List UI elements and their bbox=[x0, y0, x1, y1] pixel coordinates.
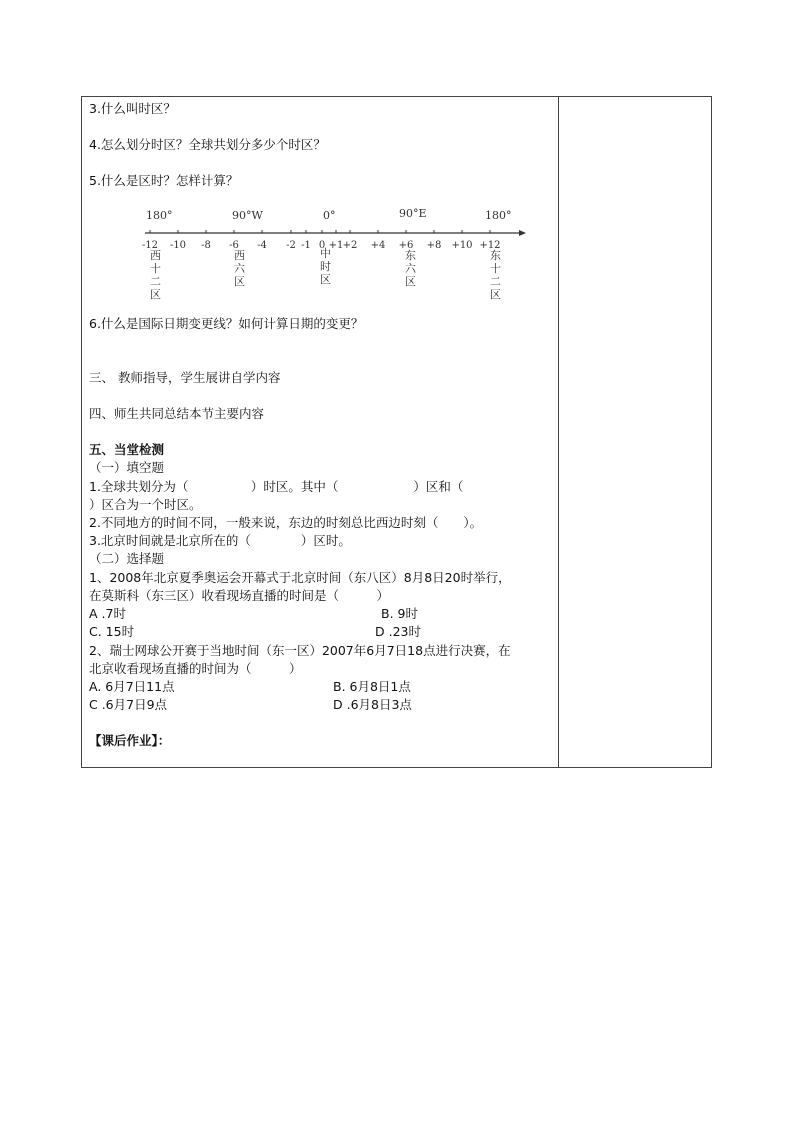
svg-text:区: 区 bbox=[320, 273, 331, 286]
tick-label: -12 bbox=[141, 240, 159, 251]
label-90e: 90°E bbox=[399, 207, 427, 220]
axis-arrow bbox=[519, 230, 526, 236]
section-3: 三、 教师指导，学生展讲自学内容 bbox=[89, 370, 281, 385]
label-0: 0° bbox=[323, 209, 336, 222]
content-column bbox=[89, 97, 551, 767]
zone-west-six bbox=[234, 249, 246, 288]
choice-q2-option-d: D .6月8日3点 bbox=[333, 697, 412, 712]
fill-in-q1-line1: 1.全球共划分为（ ）时区。其中（ ）区和（ bbox=[89, 479, 464, 494]
choice-q2-option-b: B. 6月8日1点 bbox=[333, 679, 411, 694]
tick-label: -2 bbox=[286, 240, 296, 251]
zone-east-six bbox=[405, 249, 417, 288]
choice-q1-option-b: B. 9时 bbox=[381, 606, 418, 621]
tick-label: +6 bbox=[398, 240, 414, 251]
svg-text:六: 六 bbox=[234, 262, 245, 275]
zone-west-twelve bbox=[150, 249, 161, 301]
tick-label: -10 bbox=[169, 240, 187, 251]
worksheet-table bbox=[81, 96, 712, 768]
label-180-east: 180° bbox=[485, 209, 512, 222]
svg-text:区: 区 bbox=[490, 288, 501, 301]
tick-label: +10 bbox=[451, 240, 473, 251]
section-5: 五、当堂检测 bbox=[89, 442, 165, 457]
label-180-west: 180° bbox=[146, 209, 173, 222]
zone-east-twelve bbox=[490, 249, 501, 301]
tick-label: -4 bbox=[257, 240, 267, 251]
notes-column bbox=[559, 97, 711, 767]
choice-q1-line1: 1、2008年北京夏季奥运会开幕式于北京时间（东八区）8月8日20时举行， bbox=[89, 570, 511, 585]
tick-label: -1 bbox=[301, 240, 311, 251]
question-6: 6.什么是国际日期变更线？如何计算日期的变更？ bbox=[89, 316, 364, 331]
svg-text:时: 时 bbox=[320, 260, 331, 273]
svg-text:中: 中 bbox=[320, 247, 331, 260]
tick-label: -8 bbox=[201, 240, 211, 251]
fill-in-q2: 2.不同地方的时间不同，一般来说，东边的时刻总比西边时刻（ ）。 bbox=[89, 515, 483, 530]
svg-text:二: 二 bbox=[150, 275, 161, 288]
question-3: 3.什么叫时区？ bbox=[89, 101, 176, 116]
choice-q1-option-c: C. 15时 bbox=[89, 624, 135, 639]
svg-text:区: 区 bbox=[405, 275, 416, 288]
choice-q1-line2: 在莫斯科（东三区）收看现场直播的时间是（ ） bbox=[89, 588, 390, 603]
svg-text:东: 东 bbox=[405, 249, 416, 262]
choice-q2-option-c: C .6月7日9点 bbox=[89, 697, 168, 712]
svg-text:西: 西 bbox=[150, 249, 161, 262]
tick-label: +1 bbox=[328, 240, 344, 251]
choice-q1-option-a: A .7时 bbox=[89, 606, 126, 621]
choice-q2-line2: 北京收看现场直播的时间为（ ） bbox=[89, 661, 302, 676]
homework-label: 【课后作业】： bbox=[89, 733, 171, 748]
choice-q1-option-d: D .23时 bbox=[375, 624, 421, 639]
svg-text:二: 二 bbox=[490, 275, 501, 288]
tick-label: +8 bbox=[426, 240, 442, 251]
svg-text:东: 东 bbox=[490, 249, 501, 262]
tick-label: -6 bbox=[229, 240, 239, 251]
tick-label: +2 bbox=[342, 240, 358, 251]
svg-text:区: 区 bbox=[150, 288, 161, 301]
question-5: 5.什么是区时？怎样计算？ bbox=[89, 173, 239, 188]
tick-label: +4 bbox=[370, 240, 386, 251]
time-zone-diagram bbox=[137, 207, 537, 307]
zone-central bbox=[320, 246, 331, 286]
svg-text:十: 十 bbox=[490, 262, 501, 275]
choice-heading: （二）选择题 bbox=[89, 551, 165, 566]
label-90w: 90°W bbox=[232, 209, 263, 222]
section-4: 四、师生共同总结本节主要内容 bbox=[89, 406, 265, 421]
choice-q2-option-a: A. 6月7日11点 bbox=[89, 679, 175, 694]
tick-label: +12 bbox=[479, 240, 501, 251]
fill-in-heading: （一）填空题 bbox=[89, 460, 165, 475]
svg-text:西: 西 bbox=[234, 249, 245, 262]
svg-text:十: 十 bbox=[150, 262, 161, 275]
choice-q2-line1: 2、瑞士网球公开赛于当地时间（东一区）2007年6月7日18点进行决赛，在 bbox=[89, 643, 511, 658]
question-4: 4.怎么划分时区？全球共划分多少个时区？ bbox=[89, 137, 326, 152]
fill-in-q1-line2: ）区合为一个时区。 bbox=[89, 497, 202, 512]
fill-in-q3: 3.北京时间就是北京所在的（ ）区时。 bbox=[89, 533, 351, 548]
svg-text:区: 区 bbox=[234, 275, 245, 288]
tick-label: 0 bbox=[318, 240, 326, 251]
svg-text:六: 六 bbox=[405, 262, 416, 275]
